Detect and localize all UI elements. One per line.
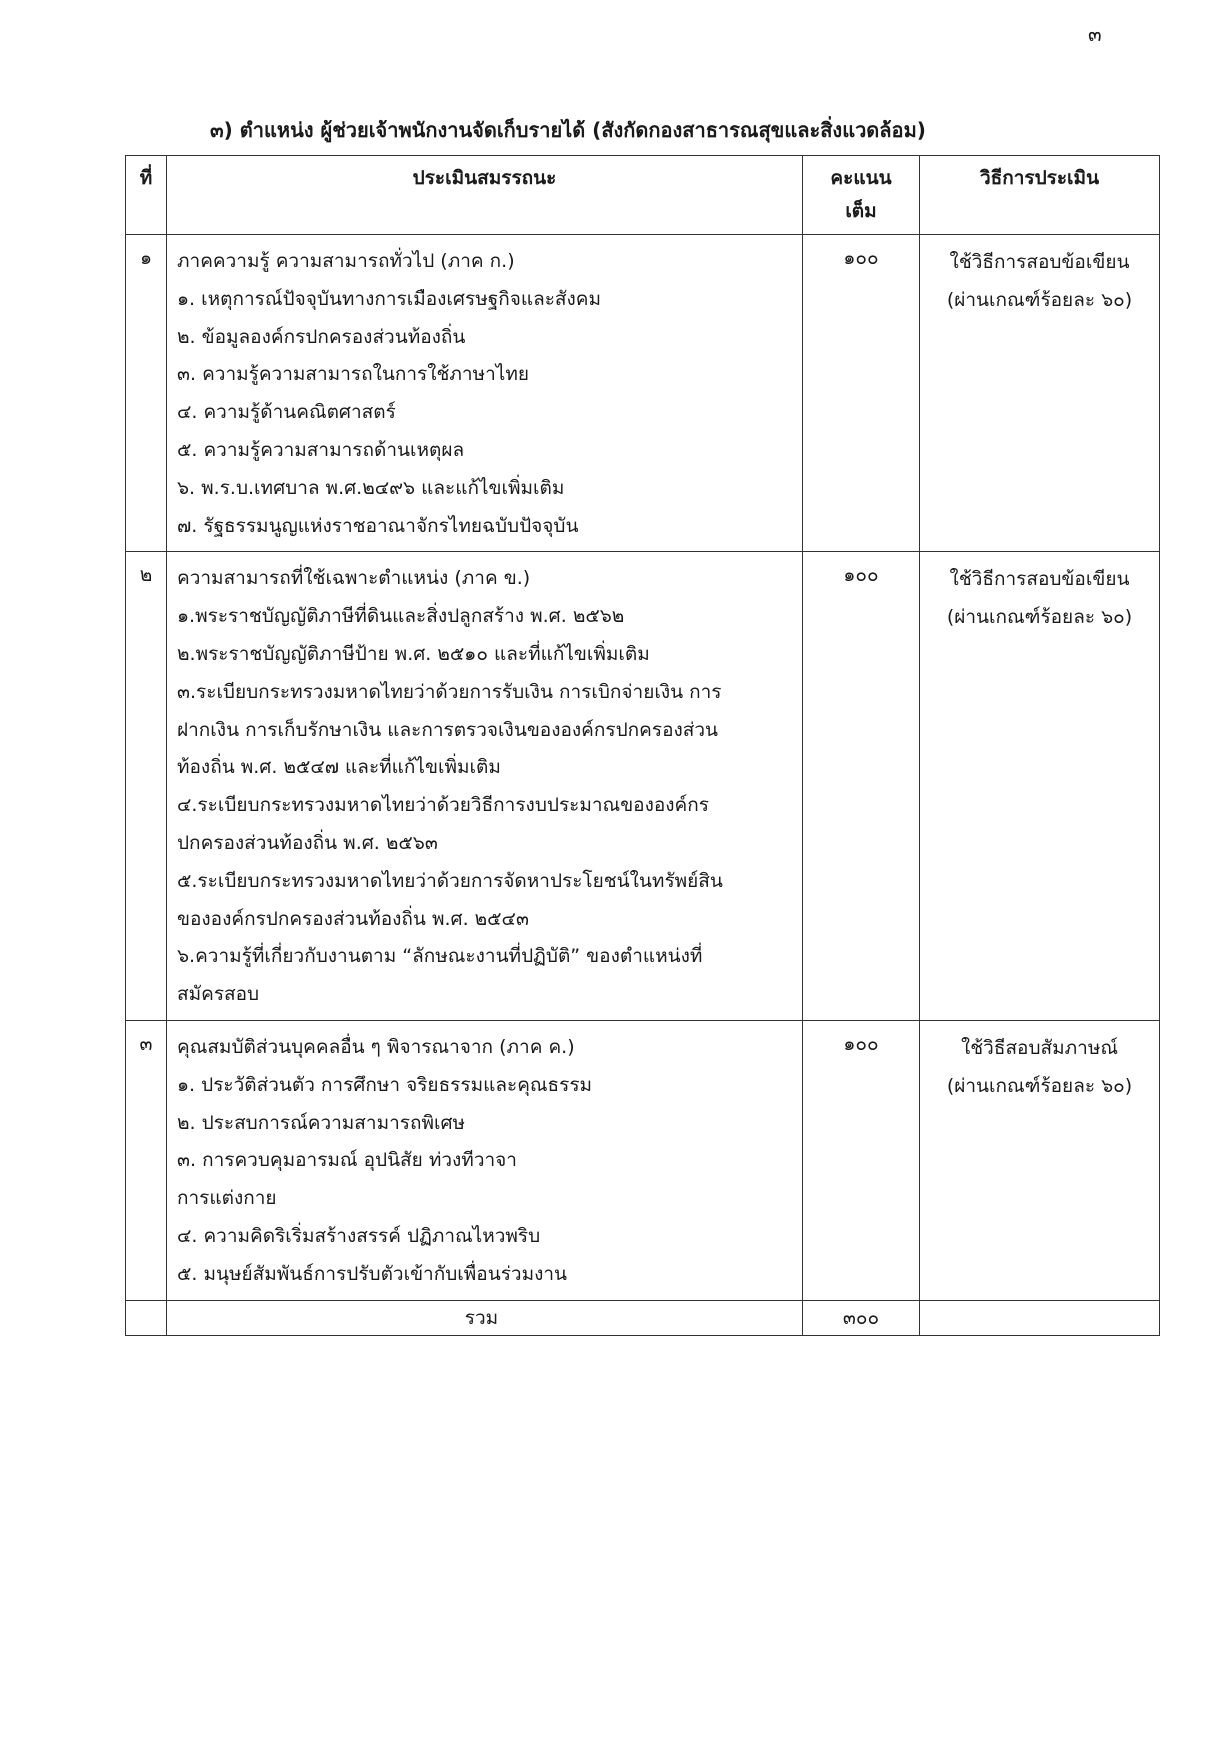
topic-line: ขององค์กรปกครองส่วนท้องถิ่น พ.ศ. ๒๕๔๓ — [177, 907, 529, 930]
row-method — [920, 235, 1160, 552]
topic-line: ๖. พ.ร.บ.เทศบาล พ.ศ.๒๔๙๖ และแก้ไขเพิ่มเติม — [177, 476, 565, 499]
topic-line: ความสามารถที่ใช้เฉพาะตำแหน่ง (ภาค ข.) — [177, 567, 531, 590]
topic-line: ๒.พระราชบัญญัติภาษีป้าย พ.ศ. ๒๕๑๐ และที่แก้ไขเพิ่มเติม — [177, 642, 650, 665]
topic-line: ๒. ข้อมูลองค์กรปกครองส่วนท้องถิ่น — [177, 325, 466, 348]
topic-line: ๔. ความรู้ด้านคณิตศาสตร์ — [177, 401, 396, 424]
section-heading: ๓) ตำแหน่ง ผู้ช่วยเจ้าพนักงานจัดเก็บรายได้ (สังกัดกองสาธารณสุขและสิ่งแวดล้อม) — [210, 118, 926, 142]
topic-line: ๑. ประวัติส่วนตัว การศึกษา จริยธรรมและคุณธรรม — [177, 1073, 593, 1096]
topic-line: ๔.ระเบียบกระทรวงมหาดไทยว่าด้วยวิธีการงบประมาณขององค์กร — [177, 794, 709, 817]
table-row — [126, 235, 1160, 552]
topic-line: ๓. ความรู้ความสามารถในการใช้ภาษาไทย — [177, 363, 530, 386]
topic-line: ๕. มนุษย์สัมพันธ์การปรับตัวเข้ากับเพื่อนร่วมงาน — [177, 1262, 568, 1285]
method-criteria: (ผ่านเกณฑ์ร้อยละ ๖๐) — [946, 606, 1133, 629]
method-line: ใช้วิธีสอบสัมภาษณ์ — [961, 1036, 1118, 1059]
row-topic — [167, 235, 803, 552]
total-row — [126, 1300, 1160, 1335]
total-label: รวม — [167, 1300, 803, 1335]
row-score: ๑๐๐ — [803, 235, 920, 552]
topic-line: ๑.พระราชบัญญัติภาษีที่ดินและสิ่งปลูกสร้าง พ.ศ. ๒๕๖๒ — [177, 605, 625, 628]
row-score: ๑๐๐ — [803, 1020, 920, 1300]
topic-line: ๑. เหตุการณ์ปัจจุบันทางการเมืองเศรษฐกิจและสังคม — [177, 287, 602, 310]
topic-line: ภาคความรู้ ความสามารถทั่วไป (ภาค ก.) — [177, 250, 515, 272]
header-topic: ประเมินสมรรถนะ — [167, 156, 803, 235]
header-score — [803, 156, 920, 235]
row-score: ๑๐๐ — [803, 552, 920, 1021]
row-number: ๑ — [126, 235, 167, 552]
method-criteria: (ผ่านเกณฑ์ร้อยละ ๖๐) — [946, 289, 1133, 311]
topic-line: ๖.ความรู้ที่เกี่ยวกับงานตาม “ลักษณะงานที่ปฏิบัติ” ของตำแหน่งที่ — [177, 945, 703, 968]
topic-line: คุณสมบัติส่วนบุคคลอื่น ๆ พิจารณาจาก (ภาค ค.) — [177, 1035, 575, 1058]
method-line: ใช้วิธีการสอบข้อเขียน — [949, 568, 1130, 591]
evaluation-table — [125, 155, 1160, 1336]
topic-line: สมัครสอบ — [177, 983, 260, 1006]
table-row — [126, 1020, 1160, 1300]
header-score-line2: เต็ม — [845, 200, 877, 222]
row-topic — [167, 1020, 803, 1300]
table-row — [126, 552, 1160, 1021]
header-method: วิธีการประเมิน — [920, 156, 1160, 235]
header-no: ที่ — [126, 156, 167, 235]
row-topic — [167, 552, 803, 1021]
topic-line: ปกครองส่วนท้องถิ่น พ.ศ. ๒๕๖๓ — [177, 831, 438, 854]
total-score: ๓๐๐ — [803, 1300, 920, 1335]
topic-line: ๒. ประสบการณ์ความสามารถพิเศษ — [177, 1111, 466, 1134]
row-method — [920, 552, 1160, 1021]
method-criteria: (ผ่านเกณฑ์ร้อยละ ๖๐) — [946, 1074, 1133, 1097]
method-line: ใช้วิธีการสอบข้อเขียน — [949, 251, 1130, 273]
total-empty-cell — [126, 1300, 167, 1335]
total-method-empty — [920, 1300, 1160, 1335]
topic-line: ๕.ระเบียบกระทรวงมหาดไทยว่าด้วยการจัดหาประโยชน์ในทรัพย์สิน — [177, 869, 723, 892]
header-score-line1: คะแนน — [830, 167, 892, 189]
topic-line: ๓.ระเบียบกระทรวงมหาดไทยว่าด้วยการรับเงิน การเบิกจ่ายเงิน การ — [177, 680, 722, 703]
row-method — [920, 1020, 1160, 1300]
topic-line: ๗. รัฐธรรมนูญแห่งราชอาณาจักรไทยฉบับปัจจุบัน — [177, 514, 579, 537]
page-number: ๓ — [1088, 22, 1102, 46]
topic-line: การแต่งกาย — [177, 1187, 277, 1210]
topic-line: ท้องถิ่น พ.ศ. ๒๕๔๗ และที่แก้ไขเพิ่มเติม — [177, 756, 501, 779]
table-header-row — [126, 156, 1160, 235]
topic-line: ๓. การควบคุมอารมณ์ อุปนิสัย ท่วงทีวาจา — [177, 1149, 517, 1172]
topic-line: ๔. ความคิดริเริ่มสร้างสรรค์ ปฏิภาณไหวพริบ — [177, 1224, 541, 1247]
topic-line: ๕. ความรู้ความสามารถด้านเหตุผล — [177, 438, 465, 461]
row-number: ๒ — [126, 552, 167, 1021]
row-number: ๓ — [126, 1020, 167, 1300]
topic-line: ฝากเงิน การเก็บรักษาเงิน และการตรวจเงินขององค์กรปกครองส่วน — [177, 718, 719, 741]
